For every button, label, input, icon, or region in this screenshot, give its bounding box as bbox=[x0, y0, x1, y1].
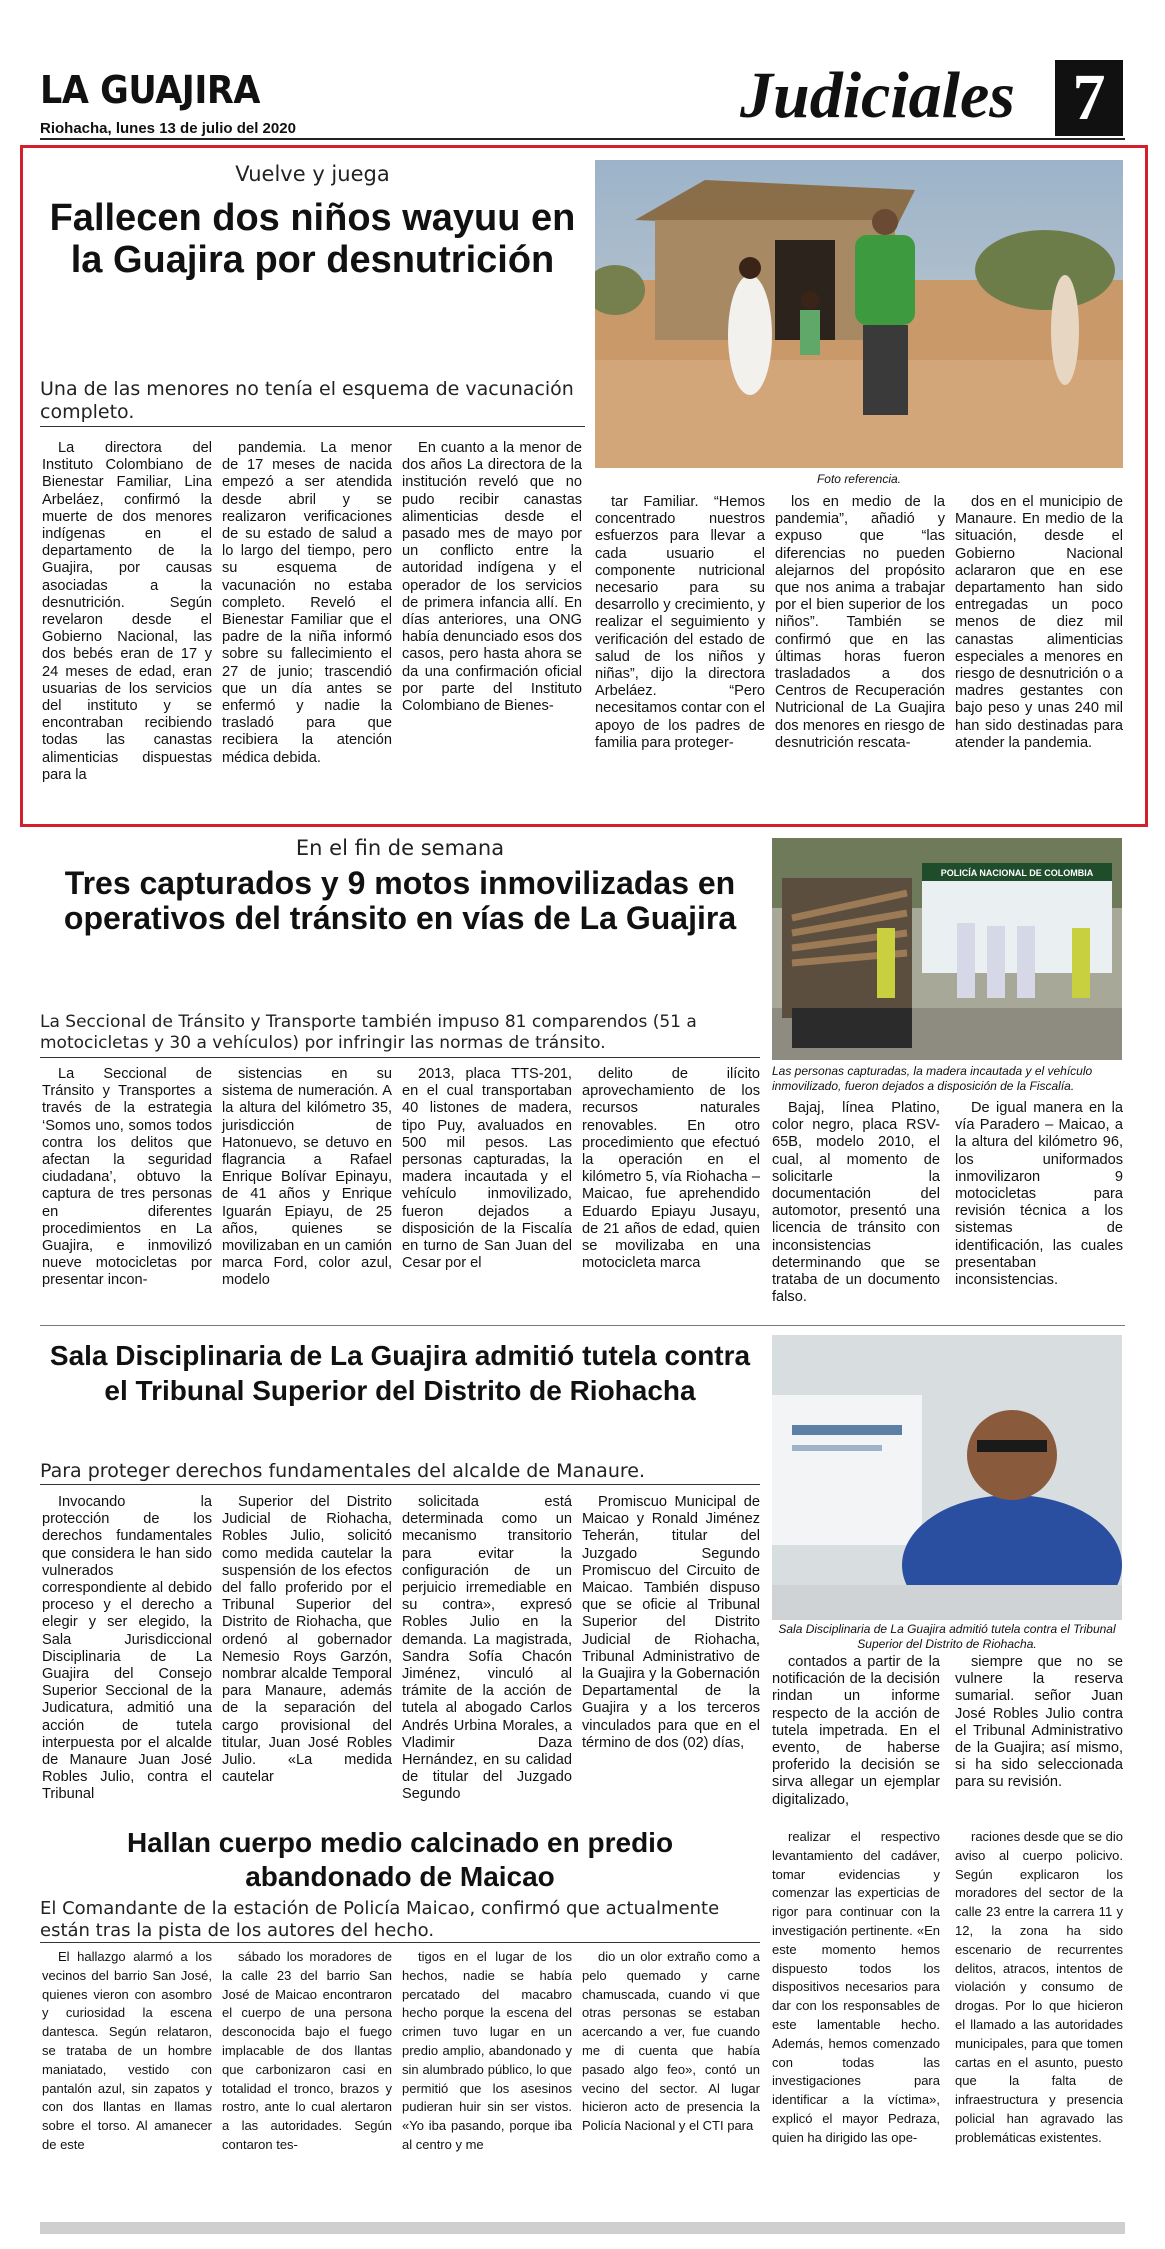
article3-column-1: Invocando la protección de los derechos fundamentales que considera le han sido vulnerados correspondiente al debido proceso y el derecho a elegir y ser elegido, la Sala Jurisdiccional Disciplinaria de La Guajira del Consejo Superior Seccional de la Judicatura, admitió una acción de tutela interpuesta por el alcalde de Manaure Juan José Robles Julio, contra el Tribunal bbox=[42, 1494, 212, 1803]
publication-date: Riohacha, lunes 13 de julio del 2020 bbox=[40, 120, 296, 137]
article3-column-6: siempre que no se vulnere la reserva sumarial. señor Juan José Robles Julio contra el Tribunal Administrativo de la Guajira; así mismo, si ha sido seleccionada para su revisión. bbox=[955, 1654, 1123, 1791]
article2-bottom-rule bbox=[40, 1325, 1125, 1326]
article3-headline: Sala Disciplinaria de La Guajira admitió tutela contra el Tribunal Superior del Distrito de Riohacha bbox=[49, 1340, 751, 1406]
article1-photo bbox=[595, 160, 1123, 468]
article1-headline: Fallecen dos niños wayuu en la Guajira por desnutrición bbox=[49, 197, 576, 281]
article4-subhead: El Comandante de la estación de Policía Maicao, confirmó que actualmente están tras la pista de los autores del hecho. bbox=[40, 1898, 720, 1941]
article1-column-6: dos en el municipio de Manaure. En medio de la situación, desde el Gobierno Nacional aclararon que en ese departamento han sido entregadas un poco menos de diez mil canastas alimenticias especiales a menores en riesgo de desnutrición o a madres gestantes con bajo peso y unas 240 mil han sido destinadas para atender la pandemia. bbox=[955, 494, 1123, 751]
article2-column-2: sistencias en su sistema de numeración. A la altura del kilómetro 35, jurisdicción de Hatonuevo, se detuvo en flagrancia a Rafael Enrique Bolívar Epinayu, de 41 años y Enrique Iguarán Epiayu, de 25 años, quienes se movilizaban en un camión marca Ford, color azul, modelo bbox=[222, 1066, 392, 1289]
article2-column-5: Bajaj, línea Platino, color negro, placa RSV-65B, modelo 2010, el cual, al momento de solicitarle la documentación del automotor, presentó una licencia de tránsito con inconsistencias determinando que se trataba de un documento falso. bbox=[772, 1100, 940, 1306]
article4-column-3: tigos en el lugar de los hechos, nadie se había percatado del macabro hecho porque la escena del crimen tuvo lugar en un predio amplio, abandonado y sin alumbrado público, lo que permitió que los asesinos pudieran huir sin ser vistos. «Yo iba pasando, porque iba al centro y me bbox=[402, 1949, 572, 2152]
page-bottom-bar bbox=[40, 2222, 1125, 2234]
article2-subhead: La Seccional de Tránsito y Transporte también impuso 81 comparendos (51 a motocicletas y 30 a vehículos) por infringir las normas de tránsito. bbox=[40, 1012, 697, 1053]
article1-column-1: La directora del Instituto Colombiano de Bienestar Familiar, Lina Arbeláez, confirmó la muerte de dos menores indígenas en el departamento de la Guajira, por causas asociadas a la desnutrición. Según revelaron desde el Gobierno Nacional, las dos bebés eran de 17 y 24 meses de edad, eran usuarias de los servicios del instituto y se encontraban recibiendo todas las canastas alimenticias dispuestas para la bbox=[42, 440, 212, 783]
article4-column-4: dio un olor extraño como a pelo quemado y carne chamuscada, cuando vi que otras personas se estaban acercando a ver, fue cuando me di cuenta que había pasado algo feo», contó un vecino del sector. Al lugar hicieron acto de presencia la Policía Nacional y el CTI para bbox=[582, 1949, 760, 2134]
article1-column-4: tar Familiar. “Hemos concentrado nuestros esfuerzos para llevar a cada usuario el componente nutricional necesario para su desarrollo y crecimiento, y realizar el seguimiento y verificación del estado de salud de los niños y niñas”, dijo la directora Arbeláez. “Pero necesitamos contar con el apoyo de los padres de familia para proteger- bbox=[595, 494, 765, 751]
article3-rule bbox=[40, 1484, 760, 1485]
article1-caption: Foto referencia. bbox=[816, 472, 902, 486]
article4-headline: Hallan cuerpo medio calcinado en predio abandonado de Maicao bbox=[126, 1827, 674, 1892]
article4-column-2: sábado los moradores de la calle 23 del barrio San José de Maicao encontraron el cuerpo de una persona desconocida bajo el fuego implacable de dos llantas que carbonizaron casi en totalidad el tronco, brazos y rostro, ante lo cual alertaron a las autoridades. Según contaron tes- bbox=[222, 1949, 392, 2152]
article1-column-2: pandemia. La menor de 17 meses de nacida empezó a ser atendida desde abril y se realizaron verificaciones de su estado de salud a lo largo del tiempo, pero su esquema de vacunación no estaba completo. Reveló el Bienestar Familiar que el padre de la niña informó sobre su fallecimiento el 27 de junio; trascendió que un día antes se enfermó y nadie la trasladó para que recibiera la atención médica debida. bbox=[222, 440, 392, 766]
article4-column-6: raciones desde que se dio aviso al cuerpo policivo. Según explicaron los moradores del sector de la calle 23 entre la carrera 11 y 12, la zona ha sido escenario de recurrentes delitos, atracos, intentos de violación y consumo de drogas. Por lo que hicieron el llamado a las autoridades municipales, para que tomen cartas en el asunto, puesto que la falta de infraestructura y presencia policial han agravado las problemáticas existentes. bbox=[955, 1829, 1123, 2145]
article1-kicker: Vuelve y juega bbox=[235, 162, 390, 186]
page-number: 7 bbox=[1055, 60, 1123, 136]
article2-rule bbox=[40, 1057, 760, 1058]
masthead-rule bbox=[40, 138, 1125, 140]
article2-column-3: 2013, placa TTS-201, en el cual transportaban 40 listones de madera, tipo Puy, avaluados en 500 mil pesos. Las personas capturadas, la madera incautada y el vehículo inmovilizado, fueron dejados a disposición de la Fiscalía en turno de San Juan del Cesar por el bbox=[402, 1066, 572, 1272]
article2-kicker: En el fin de semana bbox=[295, 836, 505, 860]
article2-headline: Tres capturados y 9 motos inmovilizadas en operativos del tránsito en vías de La Guajira bbox=[63, 865, 737, 937]
article4-column-5: realizar el respectivo levantamiento del cadáver, tomar evidencias y comenzar las experticias de rigor para continuar con la investigación pertinente. «En este momento hemos dispuesto todos los dispositivos necesarios para dar con los responsables de este lamentable hecho. Además, hemos comenzado con todas las investigaciones para identificar a la víctima», explicó el mayor Pedraza, quien ha dirigido las ope- bbox=[772, 1829, 940, 2145]
article1-rule bbox=[40, 426, 585, 427]
article1-subhead: Una de las menores no tenía el esquema de vacunación completo. bbox=[40, 378, 574, 424]
article3-photo bbox=[772, 1335, 1122, 1620]
article4-rule bbox=[40, 1942, 760, 1943]
section-title: Judiciales bbox=[740, 59, 1015, 132]
article2-caption: Las personas capturadas, la madera incautada y el vehículo inmovilizado, fueron dejados a disposición de la Fiscalía. bbox=[772, 1064, 1093, 1093]
article3-column-3: solicitada está determinada como un mecanismo transitorio para evitar la configuración de un perjuicio irremediable en su contra», expresó Robles Julio en la demanda. La magistrada, Sandra Sofía Chacón Jiménez, vinculó al trámite de la acción de tutela al abogado Carlos Andrés Urbina Morales, a Vladimir Daza Hernández, en su calidad de titular del Juzgado Segundo bbox=[402, 1494, 572, 1803]
article3-column-4: Promiscuo Municipal de Maicao y Ronald Jiménez Teherán, titular del Juzgado Segundo Promiscuo del Circuito de Maicao. También dispuso que se oficie al Tribunal Superior del Distrito Judicial de Riohacha, Tribunal Administrativo de la Guajira y la Gobernación Departamental de la Guajira y a los terceros vinculados para que en el término de dos (02) días, bbox=[582, 1494, 760, 1751]
article3-column-5: contados a partir de la notificación de la decisión rindan un informe respecto de la acción de tutela impetrada. En el evento, de haberse proferido la decisión se sirva allegar un ejemplar digitalizado, bbox=[772, 1654, 940, 1808]
article3-subhead: Para proteger derechos fundamentales del alcalde de Manaure. bbox=[40, 1460, 645, 1482]
article2-photo-banner: POLICÍA NACIONAL DE COLOMBIA bbox=[940, 868, 1094, 878]
article2-column-4: delito de ilícito aprovechamiento de los recursos naturales renovables. En otro procedimiento que efectuó la operación en el kilómetro 5, vía Riohacha – Maicao, fue aprehendido Eduardo Epiayu Jusayu, de 21 años de edad, quien se movilizaba en una motocicleta marca bbox=[582, 1066, 760, 1272]
article3-caption: Sala Disciplinaria de La Guajira admitió tutela contra el Tribunal Superior del Distrito de Riohacha. bbox=[778, 1622, 1116, 1651]
newspaper-name: LA GUAJIRA bbox=[40, 68, 260, 112]
article2-column-1: La Seccional de Tránsito y Transportes a través de la estrategia ‘Somos uno, somos todos contra los delitos que afectan la seguridad ciudadana’, obtuvo la captura de tres personas en diferentes procedimientos en La Guajira, e inmovilizó nueve motocicletas por presentar incon- bbox=[42, 1066, 212, 1289]
article2-photo bbox=[772, 838, 1122, 1060]
article1-column-5: los en medio de la pandemia”, añadió y expuso que “las diferencias no pueden alejarnos del propósito que nos anima a trabajar por el bien superior de los niños”. También se confirmó que en las últimas horas fueron trasladados a dos Centros de Recuperación Nutricional de La Guajira dos menores en riesgo de desnutrición rescata- bbox=[775, 494, 945, 751]
article3-column-2: Superior del Distrito Judicial de Riohacha, Robles Julio, solicitó como medida cautelar la suspensión de los efectos del fallo proferido por el Tribunal Superior del Distrito de Riohacha, que ordenó al gobernador Nemesio Roys Garzón, nombrar alcalde Temporal para Manaure, además de la separación del cargo provisional del titular, Juan José Robles Julio. «La medida cautelar bbox=[222, 1494, 392, 1786]
article2-column-6: De igual manera en la vía Paradero – Maicao, a la altura del kilómetro 96, los uniformados inmovilizaron 9 motocicletas para revisión técnica a los sistemas de identificación, las cuales presentaban inconsistencias. bbox=[955, 1100, 1123, 1289]
article4-column-1: El hallazgo alarmó a los vecinos del barrio San José, quienes vieron con asombro y curiosidad la escena dantesca. Según relataron, se trataba de un hombre maniatado, vestido con pantalón azul, sin zapatos y con dos llantas en llamas sobre el torso. Al amanecer de este bbox=[42, 1949, 212, 2152]
article1-column-3: En cuanto a la menor de dos años La directora de la institución reveló que no pudo recibir canastas alimenticias desde el pasado mes de mayo por un conflicto entre la autoridad indígena y el operador de los servicios de primera infancia allí. En días anteriores, una ONG había denunciado esos dos casos, pero hasta ahora se da una confirmación oficial por parte del Instituto Colombiano de Bienes- bbox=[402, 440, 582, 715]
